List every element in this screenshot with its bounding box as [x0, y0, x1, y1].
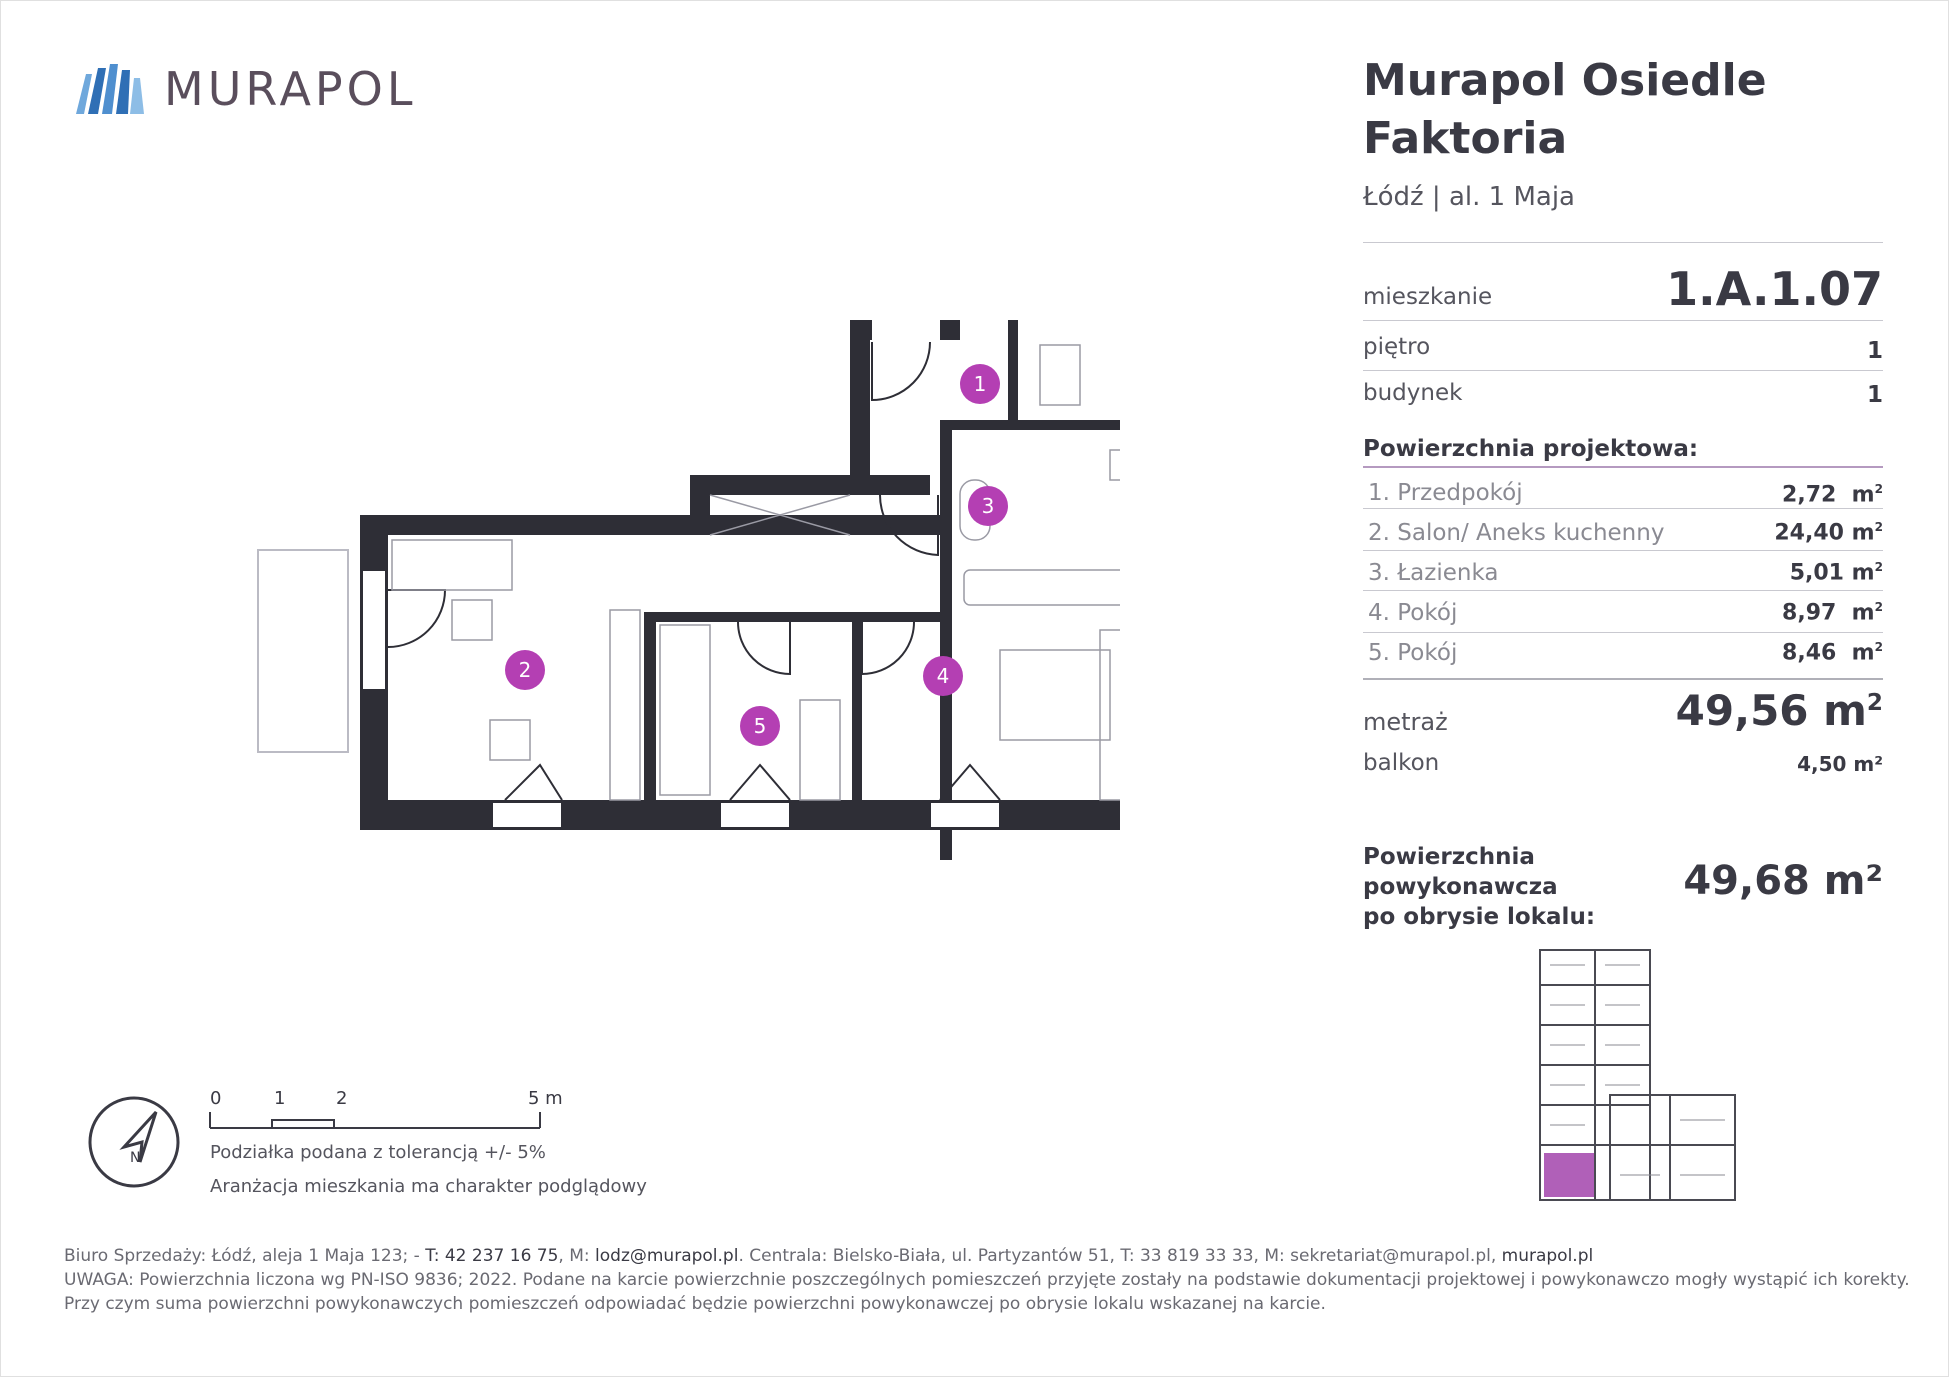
- budynek-label: budynek: [1363, 380, 1463, 406]
- scale-tick-5: 5 m: [528, 1088, 563, 1109]
- divider: [1363, 550, 1883, 551]
- room-marker-2-label: 2: [518, 658, 532, 682]
- project-title-line2: Faktoria: [1363, 113, 1568, 164]
- tolerance-note: Podziałka podana z tolerancją +/- 5%: [210, 1142, 546, 1163]
- metraz-value: 49,56 $m^2$: [1675, 686, 1883, 735]
- footer-line3: Przy czym suma powierzchni powykonawczych pomieszczeń odpowiadać będzie powierzchni powykonawczej po obrysie lokalu wskazanej na karcie.: [64, 1294, 1326, 1314]
- pietro-label: piętro: [1363, 334, 1431, 360]
- mieszkanie-label: mieszkanie: [1363, 284, 1493, 310]
- room-marker-1-label: 1: [973, 372, 987, 396]
- compass-icon: [84, 1092, 184, 1192]
- powykonawcza-label-line1: Powierzchnia powykonawcza: [1363, 844, 1558, 900]
- room-marker-5-label: 5: [753, 714, 767, 738]
- room-5-label: 5. Pokój: [1368, 640, 1458, 666]
- scale-bar: [205, 1108, 545, 1138]
- footer-line2: UWAGA: Powierzchnia liczona wg PN-ISO 9836; 2022. Podane na karcie powierzchnie poszczególnych pomieszczeń przyjęte zostały na podstawie dokumentacji projektowej i powykonawczo mogły wystąpić ich korekty.: [64, 1270, 1910, 1290]
- room-marker-4-label: 4: [936, 664, 950, 688]
- divider: [1363, 678, 1883, 680]
- footer: [64, 1244, 1910, 1316]
- scale-tick-1: 1: [274, 1088, 286, 1109]
- footer-line1: Biuro Sprzedaży: Łódź, aleja 1 Maja 123; - T: 42 237 16 75, M: lodz@murapol.pl. Centrala: Bielsko-Biała, ul. Partyzantów 51, T: 33 819 33 33, M: sekretariat@murapol.pl, murapol.pl: [64, 1246, 1594, 1266]
- divider: [1363, 508, 1883, 509]
- room-marker-4: [923, 656, 963, 696]
- room-4-label: 4. Pokój: [1368, 600, 1458, 626]
- project-title: [1363, 52, 1767, 168]
- project-title-line1: Murapol Osiedle: [1363, 55, 1767, 106]
- project-location: Łódź | al. 1 Maja: [1363, 182, 1575, 212]
- divider: [1363, 632, 1883, 633]
- divider: [1363, 242, 1883, 243]
- pietro-value: 1: [1866, 338, 1883, 364]
- room-3-label: 3. Łazienka: [1368, 560, 1499, 586]
- room-4-area: 8,97 $m^2$: [1782, 600, 1883, 626]
- room-marker-3: [968, 486, 1008, 526]
- balkon-value: 4,50 m²: [1797, 752, 1883, 776]
- room-1-area: 2,72 $m^2$: [1782, 482, 1883, 508]
- arrangement-note: Aranżacja mieszkania ma charakter podglądowy: [210, 1176, 647, 1197]
- room-1-label: 1. Przedpokój: [1368, 480, 1523, 506]
- room-marker-3-label: 3: [981, 494, 995, 518]
- building-key-plan: [1520, 945, 1750, 1205]
- room-2-area: 24,40 $m^2$: [1774, 520, 1883, 546]
- powykonawcza-label: [1363, 842, 1723, 932]
- purple-divider: [1363, 466, 1883, 468]
- highlighted-apartment: [1544, 1153, 1594, 1197]
- room-marker-5: [740, 706, 780, 746]
- room-marker-2: [505, 650, 545, 690]
- mieszkanie-value: 1.A.1.07: [1666, 262, 1883, 316]
- room-3-area: 5,01 $m^2$: [1789, 560, 1883, 586]
- rooms-heading: Powierzchnia projektowa:: [1363, 436, 1699, 462]
- divider: [1363, 370, 1883, 371]
- brand-name: MURAPOL: [164, 62, 417, 116]
- room-marker-1: [960, 364, 1000, 404]
- powykonawcza-label-line2: po obrysie lokalu:: [1363, 904, 1596, 930]
- balkon-label: balkon: [1363, 750, 1440, 776]
- divider: [1363, 320, 1883, 321]
- divider: [1363, 590, 1883, 591]
- room-5-area: 8,46 $m^2$: [1782, 640, 1883, 666]
- powykonawcza-value: 49,68 m²: [1683, 858, 1883, 904]
- scale-tick-0: 0: [210, 1088, 222, 1109]
- svg-text:N: N: [130, 1150, 141, 1166]
- metraz-label: metraż: [1363, 708, 1448, 736]
- room-2-label: 2. Salon/ Aneks kuchenny: [1368, 520, 1665, 546]
- budynek-value: 1: [1866, 382, 1883, 408]
- scale-tick-2: 2: [336, 1088, 348, 1109]
